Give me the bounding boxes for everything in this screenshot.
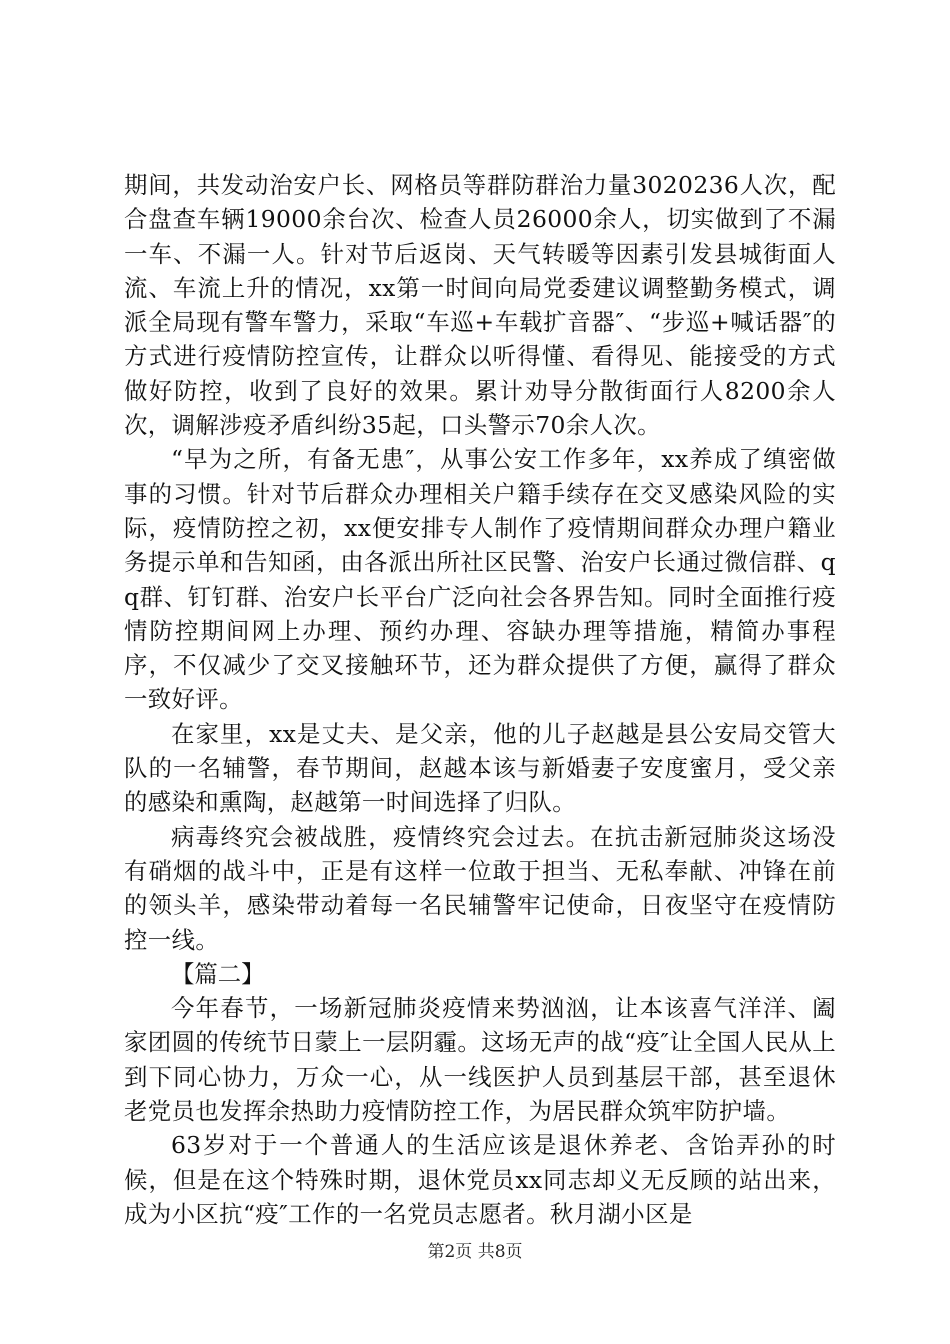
section-heading: 【篇二】	[171, 959, 265, 988]
paragraph-continuation: 期间，共发动治安户长、网格员等群防群治力量3020236人次，配合盘查车辆19000余台次、检查人员26000余人，切实做到了不漏一车、不漏一人。针对节后返岗、天气转暖等因素引发县城街面人流、车流上升的情况，xx第一时间向局党委建议调整勤务模式，调派全局现有警车警力，采取“车巡+车载扩音器″、“步巡+喊话器″的方式进行疫情防控宣传，让群众以听得懂、看得见、能接受的方式做好防控，收到了良好的效果。累计劝导分散街面行人8200余人次，调解涉疫矛盾纠纷35起，口头警示70余人次。	[124, 171, 836, 440]
paragraph-household-registration: “早为之所，有备无患″，从事公安工作多年，xx养成了缜密做事的习惯。针对节后群众办理相关户籍手续存在交叉感染风险的实际，疫情防控之初，xx便安排专人制作了疫情期间群众办理户籍业务提示单和告知函，由各派出所社区民警、治安户长通过微信群、qq群、钉钉群、治安户长平台广泛向社会各界告知。同时全面推行疫情防控期间网上办理、预约办理、容缺办理等措施，精简办事程序，不仅减少了交叉接触环节，还为群众提供了方便，赢得了群众一致好评。	[124, 445, 836, 714]
page-number-footer: 第2页 共8页	[427, 1242, 523, 1262]
document-body	[124, 168, 836, 1231]
paragraph-family: 在家里，xx是丈夫、是父亲，他的儿子赵越是县公安局交管大队的一名辅警，春节期间，赵越本该与新婚妻子安度蜜月，受父亲的感染和熏陶，赵越第一时间选择了归队。	[124, 719, 836, 817]
paragraph-conclusion: 病毒终究会被战胜，疫情终究会过去。在抗击新冠肺炎这场没有硝烟的战斗中，正是有这样一位敢于担当、无私奉献、冲锋在前的领头羊，感染带动着每一名民辅警牢记使命，日夜坚守在疫情防控一线。	[124, 822, 836, 954]
paragraph-spring-festival: 今年春节，一场新冠肺炎疫情来势汹汹，让本该喜气洋洋、阖家团圆的传统节日蒙上一层阴霾。这场无声的战“疫″让全国人民从上到下同心协力，万众一心，从一线医护人员到基层干部，甚至退休老党员也发挥余热助力疫情防控工作，为居民群众筑牢防护墙。	[124, 994, 836, 1126]
paragraph-volunteer: 63岁对于一个普通人的生活应该是退休养老、含饴弄孙的时候，但是在这个特殊时期，退休党员xx同志却义无反顾的站出来，成为小区抗“疫″工作的一名党员志愿者。秋月湖小区是	[124, 1131, 836, 1228]
